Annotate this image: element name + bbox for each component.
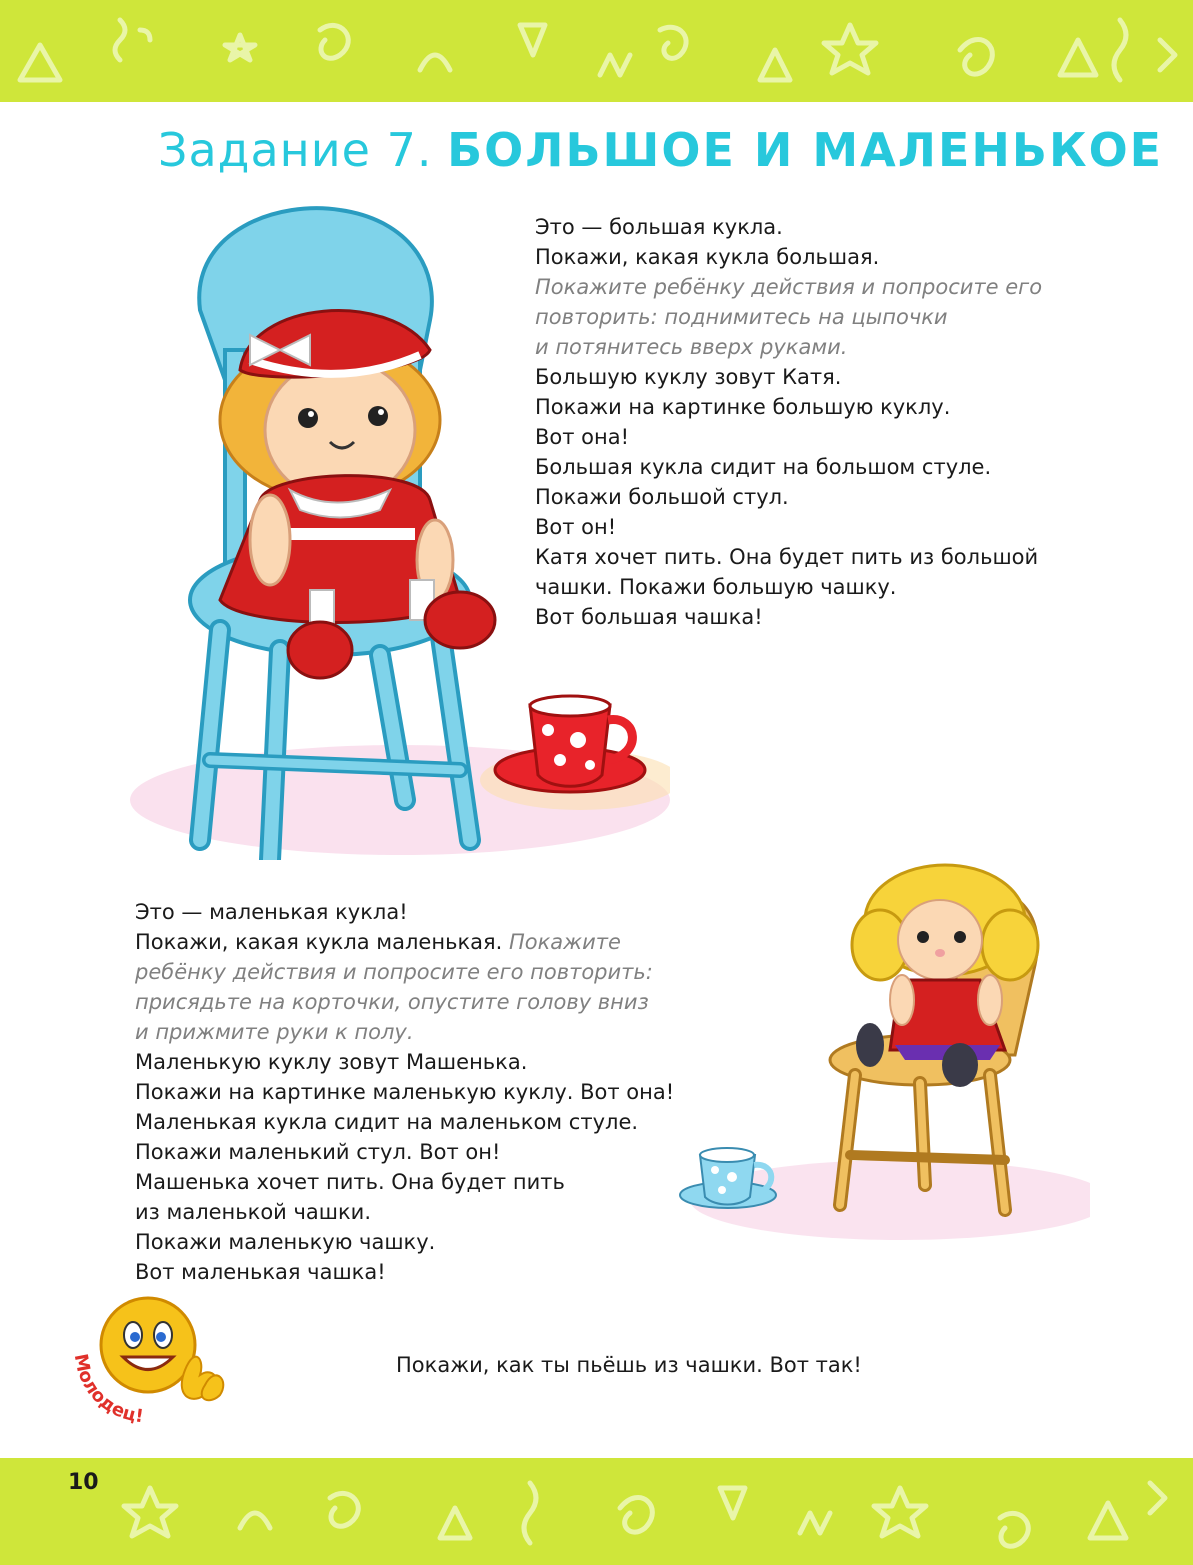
big-line: Вот он! bbox=[535, 515, 617, 539]
big-hint-line: и потянитесь вверх руками. bbox=[535, 335, 848, 359]
bottom-decor-band bbox=[0, 1458, 1193, 1565]
big-line: Вот большая чашка! bbox=[535, 605, 763, 629]
task-number: Задание 7. bbox=[158, 123, 433, 177]
big-line: Большую куклу зовут Катя. bbox=[535, 365, 842, 389]
small-line: из маленькой чашки. bbox=[135, 1200, 372, 1224]
small-line: Покажи маленький стул. Вот он! bbox=[135, 1140, 501, 1164]
small-line: Покажи маленькую чашку. bbox=[135, 1230, 436, 1254]
big-line: Катя хочет пить. Она будет пить из большой bbox=[535, 545, 1039, 569]
small-line-2: Покажи, какая кукла маленькая. Покажите bbox=[135, 930, 621, 954]
doodle-pattern-icon bbox=[0, 1458, 1193, 1565]
small-line: Покажи на картинке маленькую куклу. Вот она! bbox=[135, 1080, 675, 1104]
big-doll-text bbox=[535, 212, 1042, 632]
big-hint-line: Покажите ребёнку действия и попросите его bbox=[535, 275, 1043, 299]
small-hint-line: и прижмите руки к полу. bbox=[135, 1020, 414, 1044]
big-line: Покажи, какая кукла большая. bbox=[535, 245, 880, 269]
big-line: Вот она! bbox=[535, 425, 630, 449]
small-line: Вот маленькая чашка! bbox=[135, 1260, 386, 1284]
big-line: чашки. Покажи большую чашку. bbox=[535, 575, 897, 599]
small-doll-on-chair-illustration bbox=[670, 855, 1090, 1240]
small-line: Маленькую куклу зовут Машенька. bbox=[135, 1050, 528, 1074]
smiley-label: Молодец! bbox=[69, 1352, 145, 1428]
smiley-badge-icon bbox=[65, 1295, 235, 1435]
top-decor-band bbox=[0, 0, 1193, 102]
page-number: 10 bbox=[68, 1470, 99, 1495]
big-line: Большая кукла сидит на большом стуле. bbox=[535, 455, 992, 479]
task-heading: БОЛЬШОЕ И МАЛЕНЬКОЕ bbox=[447, 123, 1164, 177]
big-line: Покажи на картинке большую куклу. bbox=[535, 395, 951, 419]
big-line: Покажи большой стул. bbox=[535, 485, 789, 509]
doodle-pattern-icon bbox=[0, 0, 1193, 102]
page-title bbox=[158, 118, 1164, 182]
big-line: Это — большая кукла. bbox=[535, 215, 783, 239]
small-line: Маленькая кукла сидит на маленьком стуле. bbox=[135, 1110, 639, 1134]
footer-instruction: Покажи, как ты пьёшь из чашки. Вот так! bbox=[396, 1353, 862, 1377]
big-hint-line: повторить: поднимитесь на цыпочки bbox=[535, 305, 948, 329]
small-hint-line: ребёнку действия и попросите его повторить: bbox=[135, 960, 653, 984]
small-hint-line: присядьте на корточки, опустите голову вниз bbox=[135, 990, 649, 1014]
small-line-1: Это — маленькая кукла! bbox=[135, 900, 408, 924]
small-line: Машенька хочет пить. Она будет пить bbox=[135, 1170, 565, 1194]
small-doll-text bbox=[135, 897, 674, 1287]
